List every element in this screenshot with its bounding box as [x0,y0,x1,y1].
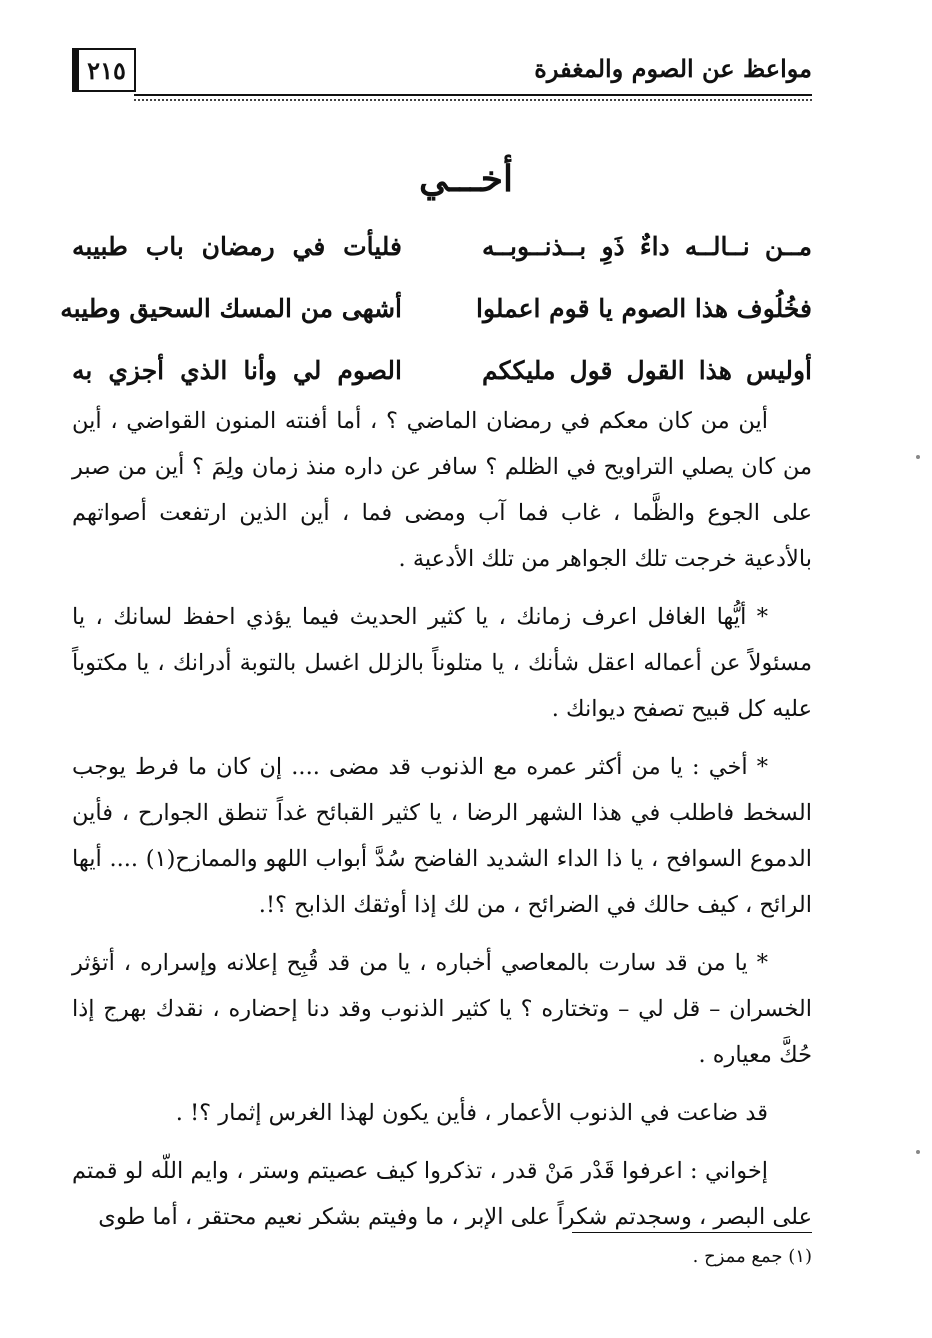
header-dotted-rule [134,99,812,101]
poem-verse [60,288,812,350]
scan-speck [916,1150,920,1154]
footnote: (١) جمع ممزح . [692,1246,812,1267]
poem-hemistich-first: أوليس هذا القول قول مليككم [482,356,812,385]
paragraph: * أخي : يا من أكثر عمره مع الذنوب قد مضى .... إن كان ما فرط يوجب السخط فاطلب في هذا الشهر الرضا ، يا كثير القبائح غداً تنطق الجوارح ، فأين الدموع السوافح ، يا ذا الداء الشديد الفاضح سُدَّ أبواب اللهو والممازح(١) .... أيها الرائح ، كيف حالك في الضرائح ، من لك إذا أوثقك الذابح ؟!. [72,754,812,918]
scan-speck [916,455,920,459]
poem [60,226,812,412]
page-header [72,44,812,104]
header-rule [134,94,812,96]
section-title: أخـــي [419,158,513,200]
paragraph: * يا من قد سارت بالمعاصي أخباره ، يا من قد قُبِح إعلانه وإسراره ، أتؤثر الخسران – قل لي – وتختاره ؟ يا كثير الذنوب وقد دنا إحضاره ، نقدك بهرج إذا حُكَّ معياره . [72,950,812,1068]
poem-hemistich-second: الصوم لي وأنا الذي أجزي به [72,356,402,385]
page-number: ٢١٥ [72,48,136,92]
poem-hemistich-first: فخُلُوف هذا الصوم يا قوم اعملوا [476,294,812,323]
footnote-rule [572,1232,812,1233]
paragraph: أين من كان معكم في رمضان الماضي ؟ ، أما أفنته المنون القواضي ، أين من كان يصلي التراويح في الظلم ؟ سافر عن داره منذ زمان ولِمَ ؟ أين من صبر على الجوع والظَّما ، غاب فما آب ومضى فما ، أين الذين ارتفعت أصواتهم بالأدعية خرجت تلك الجواهر من تلك الأدعية . [72,408,812,572]
poem-hemistich-second: أشهى من المسك السحيق وطيبه [60,294,402,323]
running-title: مواعظ عن الصوم والمغفرة [534,54,812,83]
paragraph: إخواني : اعرفوا قَدْر مَنْ قدر ، تذكروا كيف عصيتم وستر ، وايم اللّه لو قمتم على البصر ، وسجدتم شكراً على الإبر ، ما وفيتم بشكر نعيم محتقر ، أما طوى [72,1158,812,1230]
paragraph: * أيُّها الغافل اعرف زمانك ، يا كثير الحديث فيما يؤذي احفظ لسانك ، يا مسئولاً عن أعماله اعقل شأنك ، يا متلوناً بالزلل اغسل بالتوبة أدرانك ، يا مكتوباً عليه كل قبيح تصفح ديوانك . [72,604,812,722]
body-text [72,398,812,1252]
paragraph: قد ضاعت في الذنوب الأعمار ، فأين يكون لهذا الغرس إثمار ؟! . [175,1100,768,1126]
poem-verse [72,226,812,288]
poem-hemistich-second: فليأت في رمضان باب طبيبه [72,232,402,261]
poem-hemistich-first: مــن نــالــه داءٌ ذَوِ بــذنــوبــه [482,232,812,261]
